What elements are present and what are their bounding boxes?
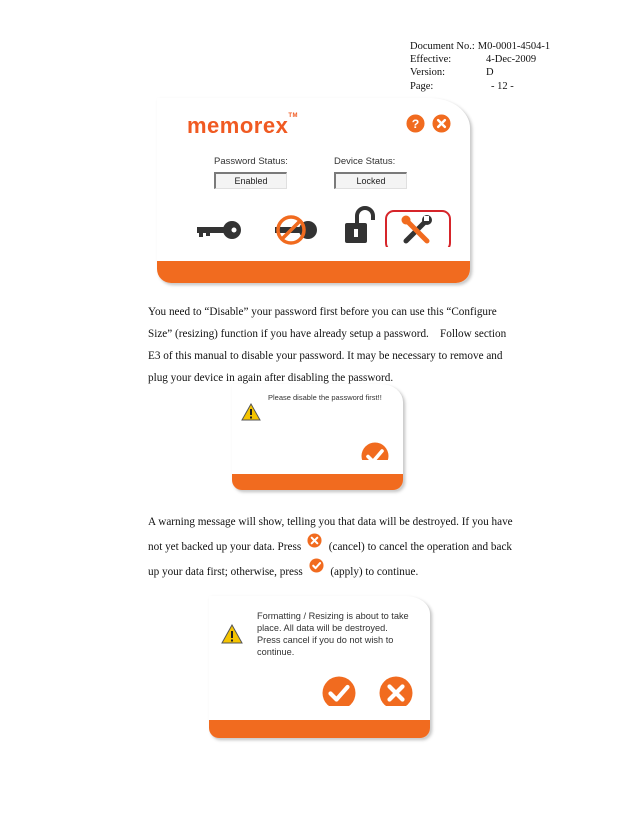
dialog-message: Please disable the password first!! [268, 393, 382, 402]
disable-password-icon[interactable] [269, 214, 319, 246]
format-warning-dialog [209, 596, 430, 738]
document-header [410, 40, 550, 93]
p1-line-1: You need to “Disable” your password first before you can use this “Configure [148, 306, 497, 318]
instruction-paragraph-2 [148, 511, 548, 583]
effective-row [410, 53, 550, 66]
memorex-app-screenshot [157, 98, 470, 283]
dialog-message-line-2: place. All data will be destroyed. [257, 623, 388, 633]
apply-check-button[interactable] [322, 676, 356, 710]
configure-highlight-frame [385, 210, 451, 252]
effective-value: 4-Dec-2009 [486, 54, 537, 66]
version-label: Version: [410, 67, 445, 79]
key-icon[interactable] [195, 218, 243, 242]
logo-text: memorex [187, 113, 289, 138]
p1-line-2: Size” (resizing) function if you have already setup a password. Follow section [148, 328, 507, 340]
help-icon[interactable] [406, 114, 425, 133]
doc-no-row [410, 40, 550, 53]
version-row [410, 66, 550, 79]
p1-line-3: E3 of this manual to disable your password. It may be necessary to remove and [148, 350, 503, 362]
effective-label: Effective: [410, 54, 452, 66]
warning-icon [221, 624, 243, 644]
p2-line-2a: not yet backed up your data. Press [148, 541, 302, 553]
device-status-label: Device Status: [334, 156, 396, 167]
p2-line-1: A warning message will show, telling you that data will be destroyed. If you have [148, 516, 513, 528]
version-value: D [486, 67, 494, 79]
apply-check-icon [309, 558, 324, 573]
dialog-message-line-3: Press cancel if you do not wish to [257, 635, 394, 645]
doc-no-label: Document No.: [410, 41, 475, 52]
device-status-field: Locked [334, 172, 407, 189]
p1-line-4: plug your device in again after disabling the password. [148, 372, 394, 384]
p2-line-3b: (apply) to continue. [330, 566, 419, 578]
orange-footer-bar [209, 720, 430, 738]
p2-line-2b: (cancel) to cancel the operation and back [328, 541, 513, 553]
doc-no-value: M0-0001-4504-1 [477, 41, 551, 52]
dialog-message-line-1: Formatting / Resizing is about to take [257, 611, 409, 621]
unlock-icon[interactable] [343, 206, 377, 246]
close-icon[interactable] [432, 114, 451, 133]
p2-line-2 [148, 533, 548, 558]
dialog-message [257, 610, 427, 658]
dialog-message-line-4: continue. [257, 647, 295, 657]
p2-line-3 [148, 558, 548, 583]
page-number: - 12 - [491, 80, 514, 92]
logo-trademark: TM [288, 113, 299, 119]
svg-text:?: ? [411, 116, 420, 131]
orange-footer-bar [157, 261, 470, 283]
page-label: Page: [410, 80, 434, 92]
memorex-logo [187, 113, 298, 139]
warning-icon [241, 403, 261, 421]
password-status-field: Enabled [214, 172, 287, 189]
disable-password-dialog [232, 384, 403, 490]
p2-line-3a: up your data first; otherwise, press [148, 566, 303, 578]
page-row [410, 80, 550, 93]
cancel-x-button[interactable] [379, 676, 413, 710]
password-status-label: Password Status: [214, 156, 288, 167]
orange-footer-bar [232, 474, 403, 490]
instruction-paragraph-1 [148, 301, 528, 389]
cancel-x-icon [307, 533, 322, 548]
